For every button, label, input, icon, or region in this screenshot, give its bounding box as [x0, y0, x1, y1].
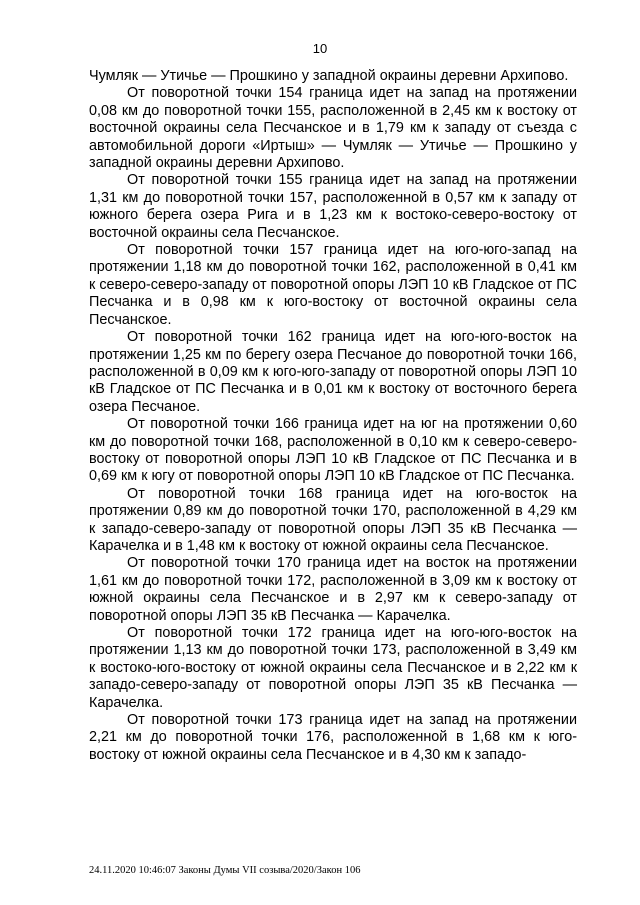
- paragraph: От поворотной точки 170 граница идет на восток на протяжении 1,61 км до поворотной точки 172, расположенной в 3,09 км к востоку от южной окраины села Песчанское и в 2,97 км к северо-западу от поворотной опоры ЛЭП 35 кВ Песчанка — Карачелка.: [89, 555, 577, 624]
- paragraph: От поворотной точки 155 граница идет на запад на протяжении 1,31 км до поворотной точки 157, расположенной в 0,57 км к западу от южного берега озера Рига и в 1,23 км к востоко-северо-востоку от восточной окраины села Песчанское.: [89, 172, 577, 241]
- paragraph: От поворотной точки 173 граница идет на запад на протяжении 2,21 км до поворотной точки 176, расположенной в 1,68 км к юго-востоку от южной окраины села Песчанское и в 4,30 км к западо-: [89, 712, 577, 763]
- page-number: 10: [312, 41, 328, 56]
- paragraph: Чумляк — Утичье — Прошкино у западной окраины деревни Архипово.: [89, 68, 569, 84]
- paragraph: От поворотной точки 172 граница идет на юго-юго-восток на протяжении 1,13 км до поворотной точки 173, расположенной в 3,49 км к востоко-юго-востоку от южной окраины села Песчанское и в 2,22 км к западо-северо-западу от поворотной опоры ЛЭП 35 кВ Песчанка — Карачелка.: [89, 625, 577, 711]
- paragraph: От поворотной точки 168 граница идет на юго-восток на протяжении 0,89 км до поворотной точки 170, расположенной в 4,29 км к западо-северо-западу от поворотной опоры ЛЭП 35 кВ Песчанка — Карачелка и в 1,48 км к востоку от южной окраины села Песчанское.: [89, 485, 577, 554]
- paragraph: От поворотной точки 166 граница идет на юг на протяжении 0,60 км до поворотной точки 168, расположенной в 0,10 км к северо-северо-востоку от поворотной опоры ЛЭП 10 кВ Гладское от ПС Песчанка и в 0,69 км к югу от поворотной опоры ЛЭП 10 кВ Гладское от ПС Песчанка.: [89, 416, 577, 485]
- paragraph: От поворотной точки 157 граница идет на юго-юго-запад на протяжении 1,18 км до поворотной точки 162, расположенной в 0,41 км к северо-северо-западу от поворотной опоры ЛЭП 10 кВ Гладское от ПС Песчанка и в 0,98 км к юго-востоку от восточной окраины села Песчанское.: [89, 242, 577, 328]
- document-footer: 24.11.2020 10:46:07 Законы Думы VII созыва/2020/Закон 106: [89, 865, 361, 876]
- document-body: [89, 68, 577, 764]
- paragraph: От поворотной точки 154 граница идет на запад на протяжении 0,08 км до поворотной точки 155, расположенной в 2,45 км к востоку от восточной окраины села Песчанское и в 1,79 км к западу от съезда с автомобильной дороги «Иртыш» — Чумляк — Утичье — Прошкино у западной окраины деревни Архипово.: [89, 85, 577, 172]
- paragraph: От поворотной точки 162 граница идет на юго-юго-восток на протяжении 1,25 км по берегу озера Песчаное до поворотной точки 166, расположенной в 0,09 км к юго-юго-западу от поворотной опоры ЛЭП 10 кВ Гладское от ПС Песчанка и в 0,01 км к востоку от восточного берега озера Песчаное.: [89, 329, 577, 415]
